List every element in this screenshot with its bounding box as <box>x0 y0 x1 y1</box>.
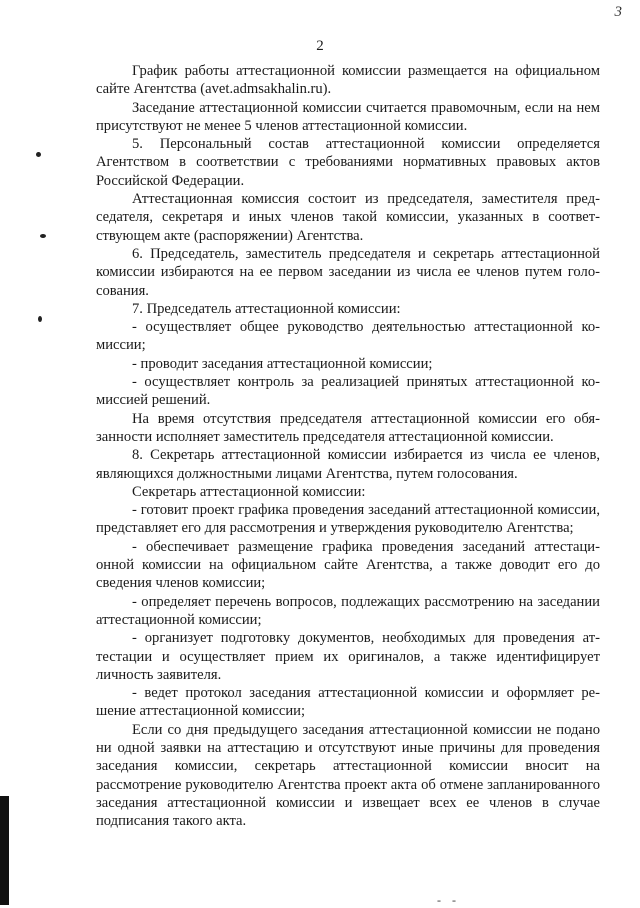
paragraph: На время отсутствия председателя аттестационной комиссии его обязанности исполняет заместитель председателя аттестационной комиссии. <box>96 410 600 445</box>
page-number: 2 <box>316 38 324 54</box>
list-item: - готовит проект графика проведения заседаний аттестационной комиссии, представляет его для рассмотрения и утверждения руководителю Агентства; <box>96 502 600 537</box>
bottom-marks: - - <box>437 893 460 907</box>
paragraph: Заседание аттестационной комиссии считается правомочным, если на нем присутствуют не менее 5 членов аттестационной комиссии. <box>96 99 600 134</box>
list-item: - ведет протокол заседания аттестационной комиссии и оформляет решение аттестационной комиссии; <box>96 685 600 720</box>
corner-mark: 3 <box>614 4 622 20</box>
list-item: - определяет перечень вопросов, подлежащих рассмотрению на заседании аттестационной комиссии; <box>96 593 600 628</box>
document-body <box>96 62 600 830</box>
paragraph: 6. Председатель, заместитель председателя и секретарь аттестационной комиссии избираются на ее первом заседании из числа ее членов путем голосования. <box>96 245 600 299</box>
list-item: - осуществляет общее руководство деятельностью аттестационной комиссии; <box>96 319 600 354</box>
scan-speck <box>40 234 46 238</box>
paragraph: Если со дня предыдущего заседания аттестационной комиссии не подано ни одной заявки на аттестацию и отсутствуют иные причины для проведения заседания комиссии, секретарь аттестационной комиссии вносит на рассмотрение руководителю Агентства проект акта об отмене запланированного заседания аттестационной комиссии и извещает всех ее членов в случае подписания такого акта. <box>96 721 600 830</box>
list-item: - проводит заседания аттестационной комиссии; <box>132 355 433 372</box>
paragraph: 5. Персональный состав аттестационной комиссии определяется Агентством в соответствии с требованиями нормативных правовых актов Российской Федерации. <box>96 136 600 189</box>
list-item: - организует подготовку документов, необходимых для проведения аттестации и осуществляет прием их оригиналов, а также идентифицирует личность заявителя. <box>96 630 600 683</box>
paragraph: Аттестационная комиссия состоит из председателя, заместителя председателя, секретаря и иных членов такой комиссии, указанных в соответствующем акте (распоряжении) Агентства. <box>96 191 600 244</box>
paragraph: 8. Секретарь аттестационной комиссии избирается из числа ее членов, являющихся должностными лицами Агентства, путем голосования. <box>96 447 600 482</box>
scan-speck <box>38 316 42 322</box>
list-item: - обеспечивает размещение графика проведения заседаний аттестационной комиссии на официальном сайте Агентства, а также доводит его до сведения членов комиссии; <box>96 538 600 592</box>
scan-speck <box>36 152 41 157</box>
paragraph: 7. Председатель аттестационной комиссии: <box>132 300 401 317</box>
scan-edge-shadow <box>0 796 9 905</box>
list-item: - осуществляет контроль за реализацией принятых аттестационной комиссией решений. <box>96 374 600 409</box>
paragraph: График работы аттестационной комиссии размещается на официальном сайте Агентства (avet.admsakhalin.ru). <box>96 63 600 98</box>
paragraph: Секретарь аттестационной комиссии: <box>132 483 366 500</box>
